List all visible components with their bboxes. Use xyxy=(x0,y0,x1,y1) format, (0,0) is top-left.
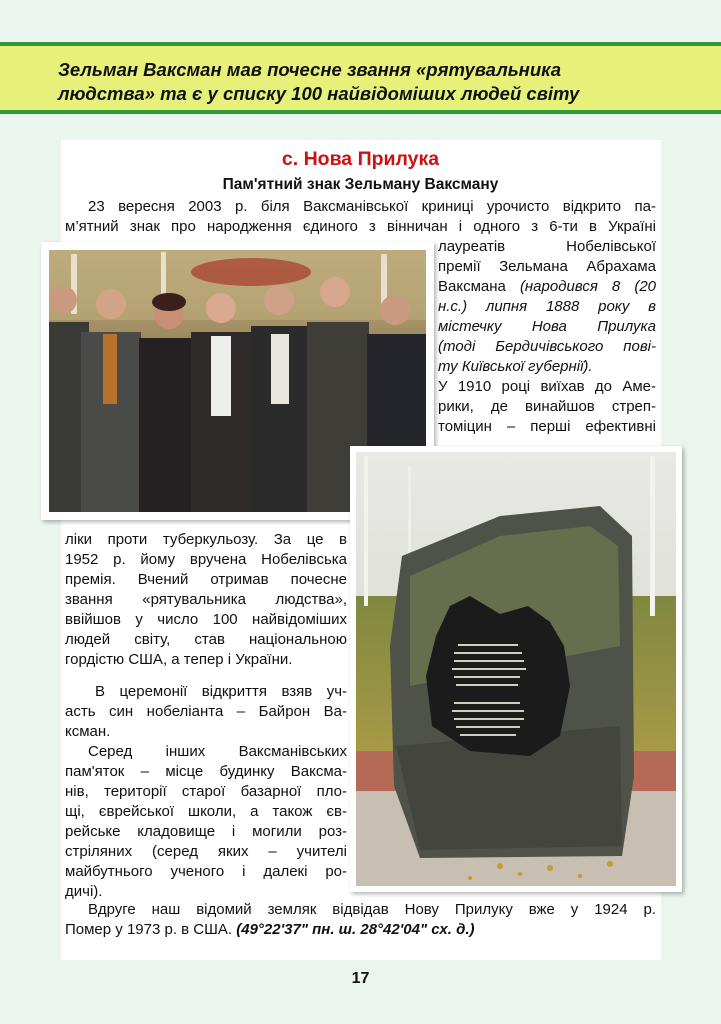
text-line: В церемонії відкриття взяв уч- xyxy=(95,683,347,700)
text-line: ту Київської губернії). xyxy=(438,358,593,375)
text-line: гордістю США, а тепер і України. xyxy=(65,651,293,668)
text-line: звання «рятувальника людства», xyxy=(65,591,347,608)
text-line: ліки проти туберкульозу. За це в xyxy=(65,531,347,548)
text-line: томіцин – перші ефективні xyxy=(438,418,656,435)
text-line: ксман. xyxy=(65,723,111,740)
text-line: У 1910 році виїхав до Аме- xyxy=(438,378,656,395)
text-line: 23 вересня 2003 р. біля Ваксманівської криниці урочисто відкрито па- xyxy=(88,198,656,215)
text-line: Ваксмана (народився 8 (20 xyxy=(438,278,657,295)
text-line: Серед інших Ваксманівських xyxy=(88,743,347,760)
text-line: рейське кладовище і могили роз- xyxy=(65,823,347,840)
memorial-stone-photo xyxy=(350,446,682,892)
text-line: 1952 р. йому вручена Нобелівська xyxy=(65,551,347,568)
headline-text xyxy=(58,58,698,106)
text-line: людей світу, став національною xyxy=(65,631,347,648)
text-line: Помер у 1973 р. в США. (49°22'37" пн. ш. 28°42'04" сх. д.) xyxy=(65,921,475,938)
memorial-subtitle: Пам'ятний знак Зельману Ваксману xyxy=(222,176,499,193)
text-line: стріляних (серед яких – учителі xyxy=(65,843,347,860)
page-number: 17 xyxy=(351,970,370,987)
text-line: містечку Нова Прилука xyxy=(438,318,656,335)
text-line: Вдруге наш відомий земляк відвідав Нову Прилуку вже у 1924 р. xyxy=(88,901,656,918)
text-line: премія. Вчений отримав почесне xyxy=(65,571,347,588)
text-line: ввійшов у число 100 найвідоміших xyxy=(65,611,347,628)
village-title: с. Нова Прилука xyxy=(281,148,440,170)
text-line: рики, де винайшов стреп- xyxy=(438,398,656,415)
headline-line-2: людства» та є у списку 100 найвідоміших людей світу xyxy=(58,83,580,104)
headline-line-1: Зельман Ваксман мав почесне звання «рятувальника xyxy=(58,59,562,80)
text-line: лауреатів Нобелівської xyxy=(438,238,656,255)
text-line: дичі). xyxy=(65,883,103,900)
text-line: майбутнього ученого і далекі ро- xyxy=(65,863,347,880)
text-line: (тоді Бердичівського пові- xyxy=(438,338,656,355)
text-line: асть син нобеліанта – Байрон Ва- xyxy=(65,703,347,720)
headline-banner xyxy=(0,42,721,114)
text-line: щі, єврейської школи, а також єв- xyxy=(65,803,347,820)
text-line: премії Зельмана Абрахама xyxy=(438,258,656,275)
text-line: н.с.) липня 1888 року в xyxy=(438,298,656,315)
text-line: пам'яток – місце будинку Ваксма- xyxy=(65,763,347,780)
text-line: нів, території старої базарної пло- xyxy=(65,783,347,800)
text-line: м’ятний знак про народження єдиного з вінничан і одного з 6-ти в Україні xyxy=(65,218,656,235)
